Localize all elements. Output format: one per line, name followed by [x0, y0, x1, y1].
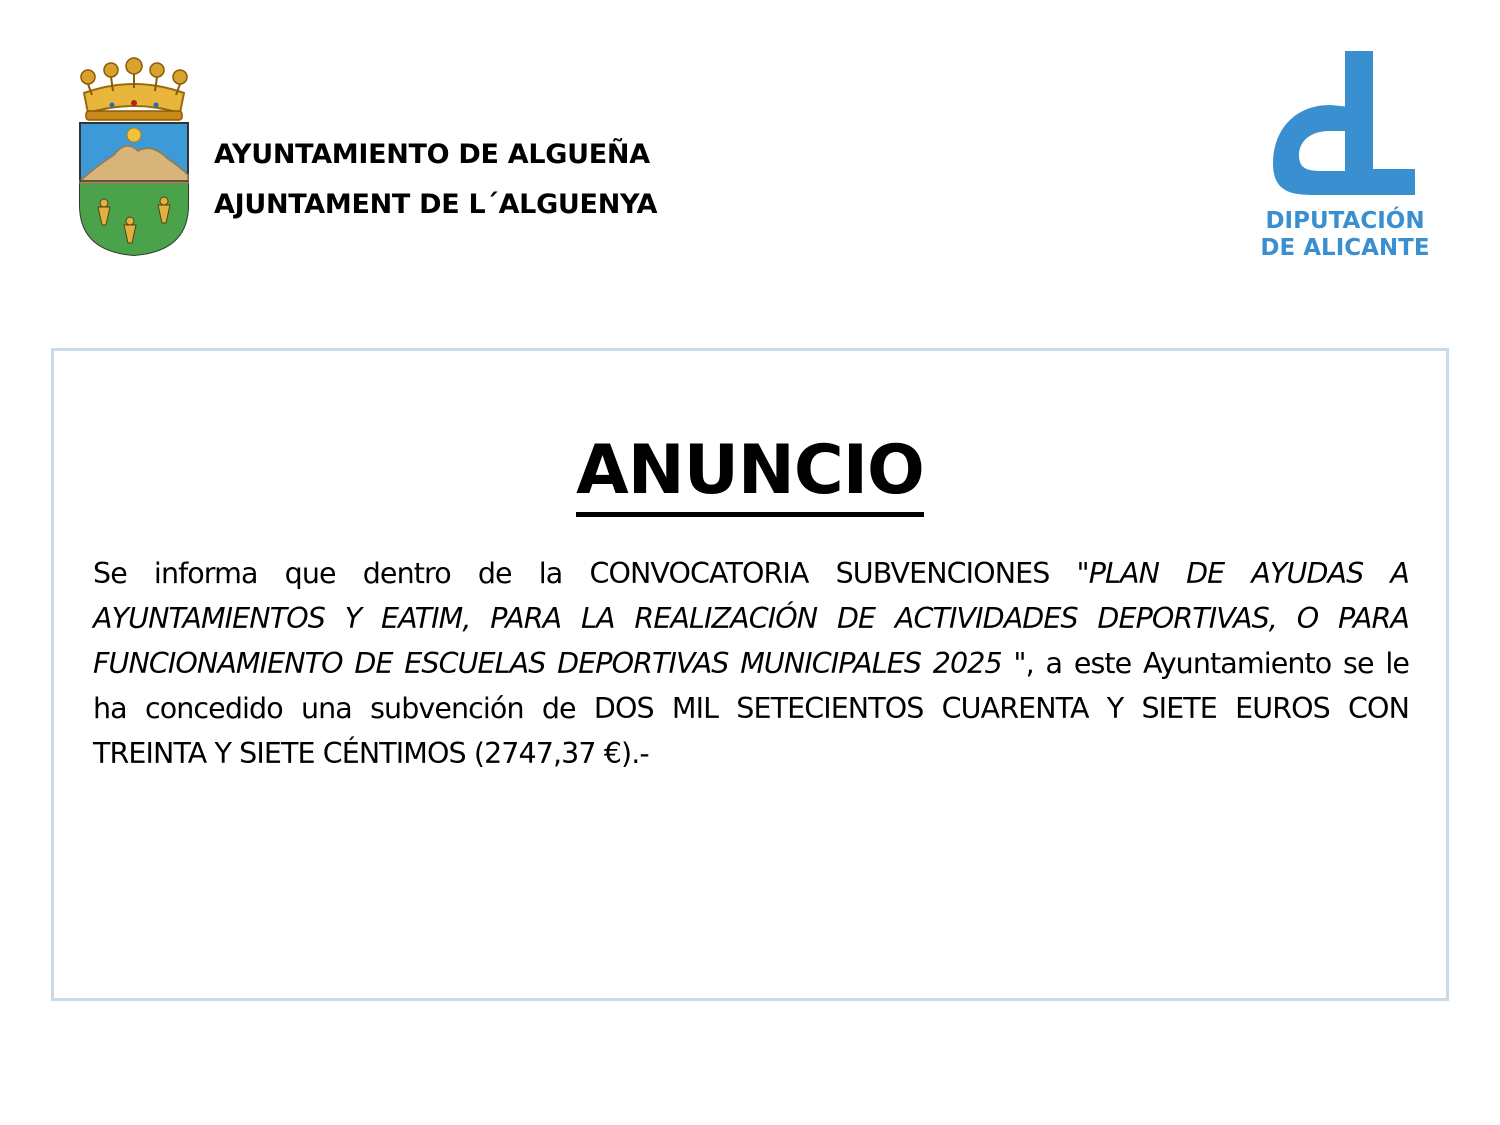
- notice-body-intro: Se informa que dentro de la CONVOCATORIA SUBVENCIONES ": [93, 557, 1089, 590]
- org-name-valencian: AJUNTAMENT DE L´ALGUENYA: [214, 189, 658, 220]
- notice-box: [51, 348, 1449, 1001]
- notice-body-outro: ", a este Ayuntamiento se le ha concedido una subvención de DOS MIL SETECIENTOS CUARENTA Y SIETE EUROS CON TREINTA Y SIETE CÉNTIMOS (2747,37 €).-: [93, 647, 1410, 770]
- notice-title-text: ANUNCIO: [576, 432, 924, 517]
- organization-names: [214, 130, 657, 230]
- municipal-coat-of-arms-icon: [68, 55, 200, 260]
- notice-title: [54, 431, 1446, 517]
- diputacion-line1: DIPUTACIÓN: [1265, 208, 1425, 234]
- diputacion-line2: DE ALICANTE: [1260, 235, 1430, 261]
- diputacion-alicante-logo-icon: [1255, 45, 1435, 265]
- notice-body-program: PLAN DE AYUDAS A AYUNTAMIENTOS Y EATIM, PARA LA REALIZACIÓN DE ACTIVIDADES DEPORTIVAS, O PARA FUNCIONAMIENTO DE ESCUELAS DEPORTIVAS MUNICIPALES 2025: [93, 557, 1409, 680]
- org-name-spanish: AYUNTAMIENTO DE ALGUEÑA: [214, 139, 650, 170]
- crown-icon: [81, 58, 187, 120]
- notice-body: [93, 551, 1409, 776]
